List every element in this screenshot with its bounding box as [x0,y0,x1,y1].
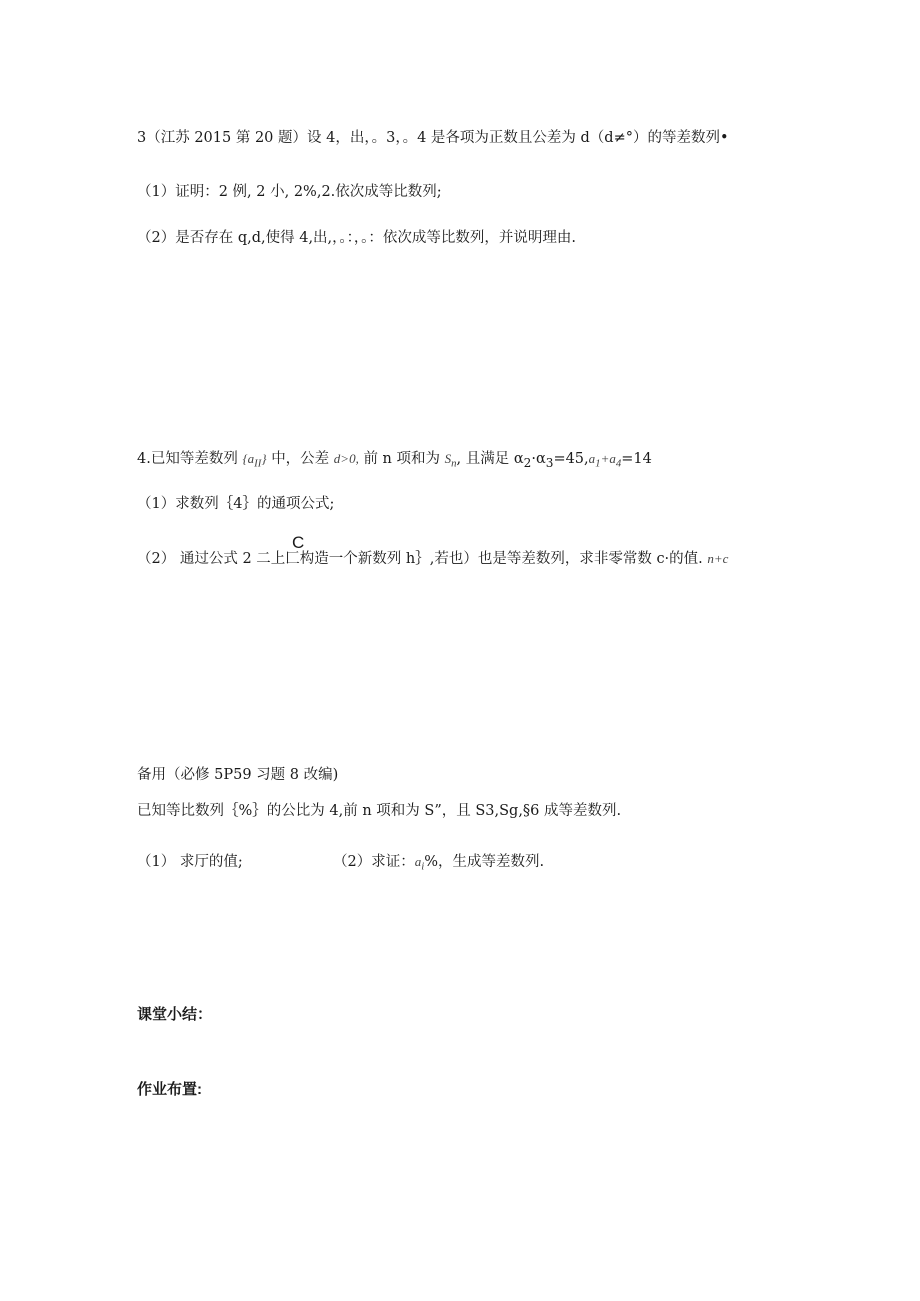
backup-part-2: （2）求证：$a_i\%$，生成等差数列. [333,854,545,873]
formula-tail: n+c [707,551,729,566]
class-summary-label: 课堂小结： [137,1006,213,1023]
problem-3-title: 3（江苏 2015 第 20 题）设 4，出，。3，。4 是各项为正数且公差为 d（d≠°）的等差数列• [137,130,729,146]
problem-3-part-2: （2）是否存在 q,d,使得 4,出,，。：，。：依次成等比数列，并说明理由. [137,230,577,246]
backup-body: 已知等比数列｛%｝的公比为 4,前 n 项和为 S”，且 S3,Sg,§6 成等差数列. [137,803,622,819]
floating-c-label: C [292,533,305,552]
problem-4-part-2: （2） 通过公式 2 二上匚构造一个新数列 h｝,若也）也是等差数列，求非零常数 c·的值. n+c [137,551,729,567]
backup-parts [137,852,545,873]
sequence-symbol: $\{a_{II}\}$ [242,451,267,470]
sum-condition: $a_1+a_4$ [588,451,622,470]
problem-3-part-1: （1）证明：2 例, 2 小, 2%,2.依次成等比数列; [137,184,442,200]
backup-heading: 备用（必修 5P59 习题 8 改编) [137,767,339,783]
homework-label: 作业布置: [137,1081,202,1098]
problem-4-title: 4.已知等差数列 $\{a_{II}\}$ 中，公差 d>0, 前 n 项和为 $S_n$, 且满足 $\alpha_2\cdot\alpha_3=45,a_1+a_4=14$ [137,451,652,470]
problem-4-part-1: （1）求数列｛4｝的通项公式; [137,496,335,512]
partial-sum-symbol: $S_n$ [444,451,457,470]
backup-part-1: （1） 求厅的值; [137,854,243,870]
common-difference-condition: d>0, [333,451,359,466]
